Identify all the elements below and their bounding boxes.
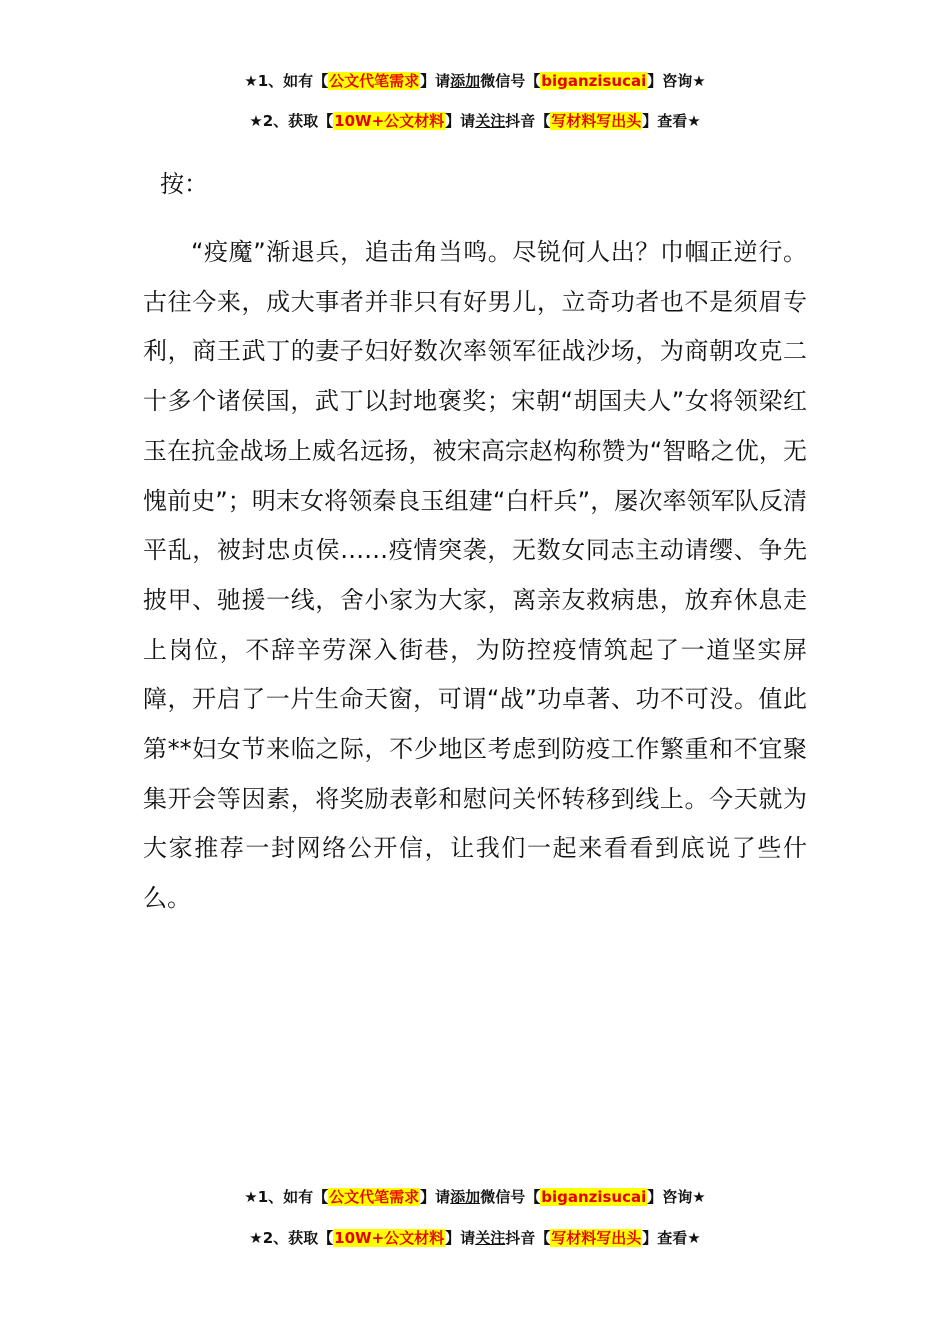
star-icon: ★ <box>249 112 263 130</box>
banner-text: 2、获取【 <box>262 1229 334 1247</box>
star-icon: ★ <box>692 1188 706 1206</box>
banner-text: 】请 <box>445 112 476 130</box>
highlight-service: 公文代笔需求 <box>329 72 420 90</box>
document-body: “疫魔”渐退兵，追击角当鸣。尽锐何人出？巾帼正逆行。古往今来，成大事者并非只有好男儿，立奇功者也不是须眉专利，商王武丁的妻子妇好数次率领军征战沙场，为商朝攻克二十多个诸侯国，武丁以封地褒奖；宋朝“胡国夫人”女将领梁红玉在抗金战场上威名远扬，被宋高宗赵构称赞为“智略之优，无愧前史”；明末女将领秦良玉组建“白杆兵”，屡次率领军队反清平乱，被封忠贞侯……疫情突袭，无数女同志主动请缨、争先披甲、驰援一线，舍小家为大家，离亲友救病患，放弃休息走上岗位，不辞辛劳深入街巷，为防控疫情筑起了一道坚实屏障，开启了一片生命天窗，可谓“战”功卓著、功不可没。值此第**妇女节来临之际，不少地区考虑到防疫工作繁重和不宜聚集开会等因素，将奖励表彰和慰问关怀转移到线上。今天就为大家推荐一封网络公开信，让我们一起来看看到底说了些什么。 <box>143 238 807 913</box>
star-icon: ★ <box>692 72 706 90</box>
bottom-banner-line-2 <box>0 1227 950 1249</box>
banner-text: 1、如有【 <box>257 1188 329 1206</box>
banner-text: 1、如有【 <box>257 72 329 90</box>
highlight-service: 公文代笔需求 <box>329 1188 420 1206</box>
emphasis-follow: 关注 <box>475 1229 506 1247</box>
banner-text: 】请 <box>420 72 451 90</box>
banner-text: 】请 <box>445 1229 476 1247</box>
star-icon: ★ <box>687 112 701 130</box>
banner-text: 抖音【 <box>505 1229 551 1247</box>
highlight-materials: 10W+公文材料 <box>334 112 445 130</box>
star-icon: ★ <box>687 1229 701 1247</box>
highlight-douyin-account: 写材料写出头 <box>551 1229 642 1247</box>
banner-text: 】咨询 <box>647 1188 693 1206</box>
emphasis-add: 添加 <box>450 72 481 90</box>
emphasis-add: 添加 <box>450 1188 481 1206</box>
banner-text: 抖音【 <box>505 112 551 130</box>
banner-text: 2、获取【 <box>262 112 334 130</box>
star-icon: ★ <box>244 72 258 90</box>
banner-text: 】请 <box>420 1188 451 1206</box>
highlight-materials: 10W+公文材料 <box>334 1229 445 1247</box>
top-banner-line-1 <box>0 70 950 92</box>
banner-text: 微信号【 <box>480 1188 541 1206</box>
emphasis-follow: 关注 <box>475 112 506 130</box>
banner-text: 微信号【 <box>480 72 541 90</box>
document-label: 按： <box>160 170 208 198</box>
banner-text: 】查看 <box>642 1229 688 1247</box>
top-banner-line-2 <box>0 110 950 132</box>
star-icon: ★ <box>244 1188 258 1206</box>
banner-text: 】查看 <box>642 112 688 130</box>
highlight-wechat-id: biganzisucai <box>541 1188 647 1206</box>
highlight-wechat-id: biganzisucai <box>541 72 647 90</box>
star-icon: ★ <box>249 1229 263 1247</box>
banner-text: 】咨询 <box>647 72 693 90</box>
highlight-douyin-account: 写材料写出头 <box>551 112 642 130</box>
bottom-banner-line-1 <box>0 1186 950 1208</box>
